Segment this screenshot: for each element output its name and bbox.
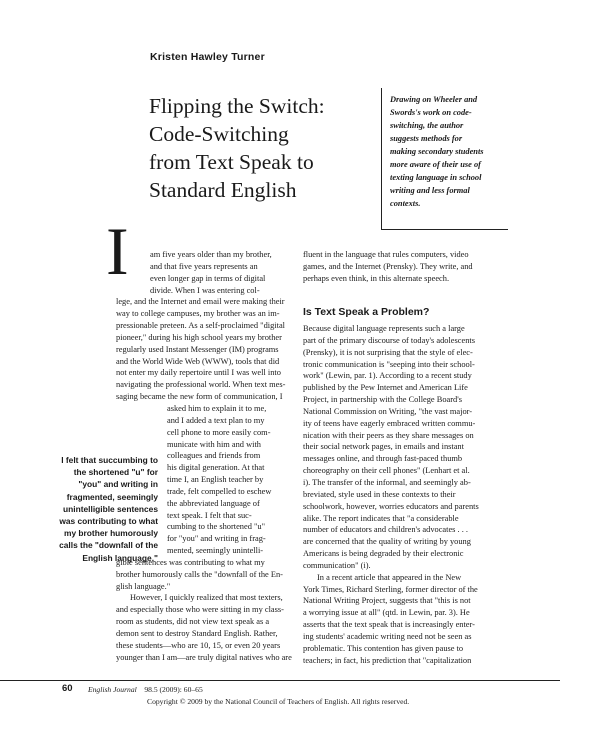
body-line: colleagues and friends from xyxy=(167,451,261,461)
body-line: for "you" and writing in frag- xyxy=(167,534,266,544)
body-line: time I, an English teacher by xyxy=(167,475,264,485)
body-line: divide. When I was entering col- xyxy=(150,285,260,295)
body-line: breviated, style used in these contexts to their xyxy=(303,489,456,499)
body-line: messages online, and through fast-paced thumb xyxy=(303,454,463,464)
body-line: these students—who are 10, 15, or even 20 years xyxy=(116,640,281,650)
body-line: games, and the Internet (Prensky). They write, and xyxy=(303,261,473,271)
pull-quote-line: English language." xyxy=(82,552,158,563)
body-line: pioneer," during his high school years my brother xyxy=(116,332,282,342)
body-line: pressionable preteen. As a self-proclaimed "digital xyxy=(116,321,285,331)
body-line: perhaps even think, in this alternate speech. xyxy=(303,273,450,283)
abstract-line: texting language in school xyxy=(390,173,482,182)
body-line: fluent in the language that rules computers, video xyxy=(303,250,469,259)
body-line: Because digital language represents such a large xyxy=(303,324,465,333)
body-line: choreography on their cell phones" (Lenhart et al. xyxy=(303,466,470,476)
body-line: nication with their peers as they share messages on xyxy=(303,430,474,440)
footer-rule xyxy=(0,680,560,681)
body-line: their social network pages, in emails and instant xyxy=(303,442,464,452)
body-line: even longer gap in terms of digital xyxy=(150,273,266,283)
title-line: Standard English xyxy=(149,178,297,202)
pull-quote-line: my brother humorously xyxy=(64,528,158,539)
body-line: teachers; in fact, his prediction that "capitalization xyxy=(303,655,472,665)
pull-quote-line: unintelligible sentences xyxy=(63,503,158,514)
body-line: his digital generation. At that xyxy=(167,463,265,473)
title-line: from Text Speak to xyxy=(149,150,314,174)
body-line: saging became the new form of communication, I xyxy=(116,392,283,402)
body-line: gible sentences was contributing to what my xyxy=(116,557,265,567)
body-line: ity of teens have eagerly embraced written commu- xyxy=(303,418,476,428)
body-line: room as students, did not view text speak as a xyxy=(116,617,270,627)
abstract-line: Swords's work on code- xyxy=(390,108,472,117)
author-name: Kristen Hawley Turner xyxy=(150,51,265,63)
body-line: cumbing to the shortened "u" xyxy=(167,522,266,532)
body-line: not enter my daily repertoire until I was well into xyxy=(116,368,281,378)
body-line: asserts that the text speak that is increasingly enter- xyxy=(303,620,475,630)
body-column-left xyxy=(116,249,292,664)
body-line: schoolwork, however, worries educators and parents xyxy=(303,501,479,511)
pull-quote-line: fragmented, seemingly xyxy=(66,491,158,502)
copyright-notice: Copyright © 2009 by the National Council of Teachers of English. All rights reserved. xyxy=(147,697,410,706)
body-line: However, I quickly realized that most texters, xyxy=(130,593,283,603)
body-line: the abbreviated language of xyxy=(167,498,260,508)
abstract-line: contexts. xyxy=(390,199,421,208)
body-line: National Commission on Writing, "the vast major- xyxy=(303,406,473,416)
abstract-box xyxy=(381,88,508,230)
abstract-line: more aware of their use of xyxy=(390,160,481,169)
body-line: asked him to explain it to me, xyxy=(167,403,267,413)
pull-quote-line: was contributing to what xyxy=(59,516,158,527)
body-line: part of the primary discourse of today's adolescents xyxy=(303,335,475,345)
body-column-right-section xyxy=(303,323,498,666)
body-line: number of educators and children's advocates . . . xyxy=(303,525,468,535)
body-line: and the World Wide Web (WWW), tools that did xyxy=(116,356,280,366)
body-line: text speak. I felt that suc- xyxy=(167,510,252,520)
pull-quote-line: I felt that succumbing to xyxy=(61,455,158,465)
body-line: brother humorously calls the "downfall of the En- xyxy=(116,569,283,579)
abstract-line: writing and less formal xyxy=(390,186,470,195)
page-number: 60 xyxy=(62,683,73,694)
body-line: cell phone to more easily com- xyxy=(167,427,271,437)
body-line: are concerned that the quality of writing by young xyxy=(303,537,471,547)
abstract-line: making secondary students xyxy=(390,147,484,156)
body-line: Project, in partnership with the College Board's xyxy=(303,395,462,405)
body-column-right xyxy=(303,249,498,285)
title-line: Code-Switching xyxy=(149,122,289,146)
section-heading: Is Text Speak a Problem? xyxy=(303,306,430,318)
body-line: In a recent article that appeared in the New xyxy=(317,572,462,582)
title-line: Flipping the Switch: xyxy=(149,94,325,118)
body-line: i). The transfer of the informal, and seemingly ab- xyxy=(303,477,471,487)
body-line: municate with him and with xyxy=(167,439,261,449)
abstract-line: Drawing on Wheeler and xyxy=(390,95,478,104)
body-line: am five years older than my brother, xyxy=(150,250,272,259)
body-line: National Writing Project, suggests that "this is not xyxy=(303,596,471,606)
body-line: navigating the professional world. When text mes- xyxy=(116,380,286,390)
body-line: Americans is being degraded by their electronic xyxy=(303,549,464,559)
pull-quote-line: "you" and writing in xyxy=(78,479,158,490)
body-line: glish language." xyxy=(116,581,171,591)
body-line: and I added a text plan to my xyxy=(167,415,265,425)
body-line: York Times, Richard Sterling, former director of the xyxy=(303,584,478,594)
body-line: alike. The report indicates that "a considerable xyxy=(303,513,459,523)
abstract-line: switching, the author xyxy=(390,121,464,130)
body-line: tronic communication is "seeping into their school- xyxy=(303,359,475,369)
journal-name: English Journal xyxy=(88,685,137,694)
abstract-line: suggests methods for xyxy=(390,134,463,143)
body-line: problematic. This contention has given pause to xyxy=(303,643,464,653)
body-line: work" (Lewin, par. 1). According to a recent study xyxy=(303,371,472,381)
body-line: and that five years represents an xyxy=(150,261,258,271)
article-title xyxy=(149,92,379,204)
body-line: way to college campuses, my brother was an im- xyxy=(116,309,280,319)
body-line: a worrying issue at all" (qtd. in Lewin, par. 3). He xyxy=(303,608,470,618)
body-line: communication" (i). xyxy=(303,560,371,570)
body-line: younger than I am—are truly digital natives who are xyxy=(116,652,292,662)
journal-citation xyxy=(88,685,203,694)
body-line: mented, seemingly unintelli- xyxy=(167,546,264,556)
body-line: demon sent to destroy Standard English. Rather, xyxy=(116,629,278,638)
body-line: published by the Pew Internet and American Life xyxy=(303,383,468,393)
pull-quote xyxy=(58,454,158,564)
body-line: trade, felt compelled to eschew xyxy=(167,486,272,496)
journal-issue: 98.5 (2009): 60–65 xyxy=(144,685,203,694)
pull-quote-line: calls the "downfall of the xyxy=(59,540,158,551)
body-line: and especially those who were sitting in my class- xyxy=(116,605,284,615)
drop-cap: I xyxy=(106,213,129,289)
body-line: regularly used Instant Messenger (IM) programs xyxy=(116,344,279,354)
pull-quote-line: the shortened "u" for xyxy=(73,467,158,478)
body-line: (Prensky), it is not surprising that the style of elec- xyxy=(303,347,473,357)
body-line: lege, and the Internet and email were making their xyxy=(116,297,285,307)
body-line: ing students' academic writing need not be seen as xyxy=(303,631,472,641)
